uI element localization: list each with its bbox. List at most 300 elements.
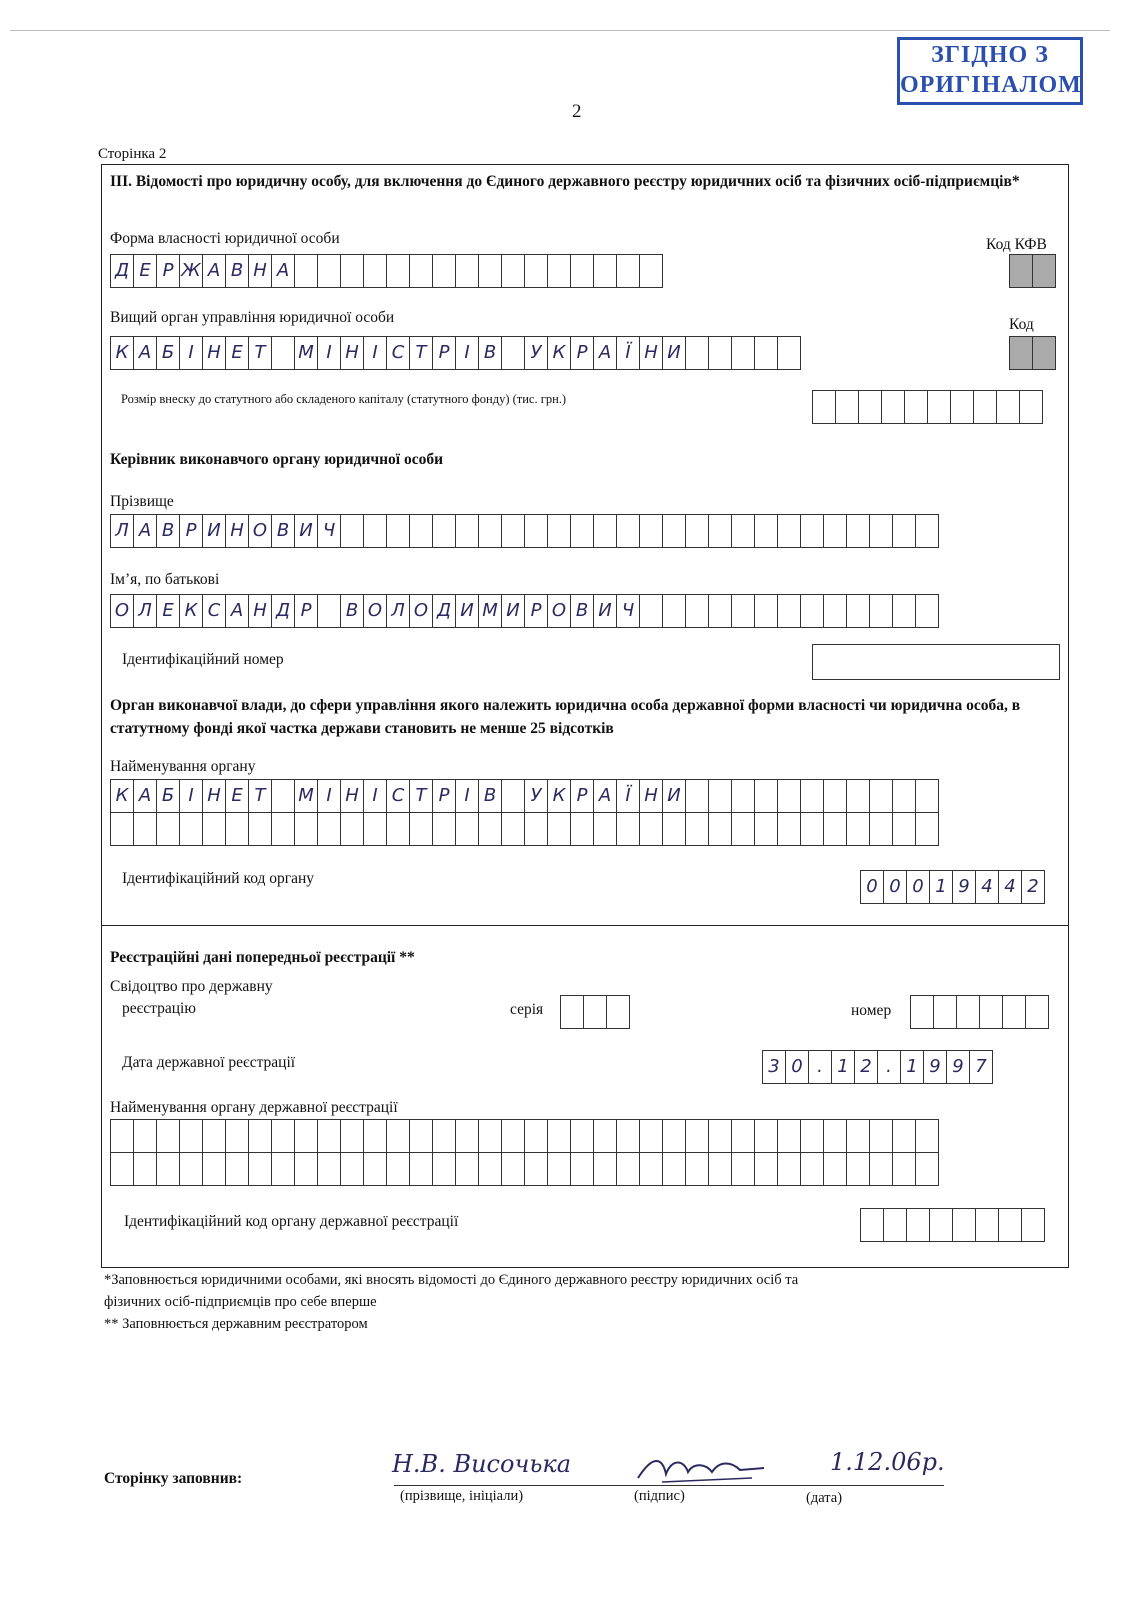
governing-body-cell: У xyxy=(524,336,548,370)
surname-cell xyxy=(501,514,525,548)
surname-cell xyxy=(662,514,686,548)
reg-body-cell xyxy=(823,1119,847,1153)
authority-name-cell: В xyxy=(478,779,502,813)
reg-body-cell xyxy=(708,1152,732,1186)
number-cell xyxy=(933,995,957,1029)
surname-cell: Л xyxy=(110,514,134,548)
authority-name-row xyxy=(110,779,939,813)
governing-code-cell xyxy=(1009,336,1033,370)
authority-name-cell xyxy=(156,812,180,846)
reg-body-cell xyxy=(662,1119,686,1153)
name-cell: К xyxy=(179,594,203,628)
authority-name-cell xyxy=(685,812,709,846)
ownership-cell xyxy=(639,254,663,288)
authority-name-cell xyxy=(593,812,617,846)
authority-name-cell xyxy=(386,812,410,846)
ownership-cell xyxy=(501,254,525,288)
ownership-cell xyxy=(593,254,617,288)
authority-name-cell xyxy=(708,812,732,846)
reg-body-cell xyxy=(524,1152,548,1186)
filled-by-label: Сторінку заповнив: xyxy=(104,1470,243,1487)
authority-name-cell: Н xyxy=(340,779,364,813)
surname-cell xyxy=(869,514,893,548)
authority-name-cell: А xyxy=(593,779,617,813)
id-number-label: Ідентифікаційний номер xyxy=(122,651,284,668)
reg-body-cell xyxy=(340,1119,364,1153)
authority-name-cell: Ї xyxy=(616,779,640,813)
reg-body-cell xyxy=(386,1119,410,1153)
authority-name-cell xyxy=(708,779,732,813)
surname-cells[interactable] xyxy=(110,514,939,548)
capital-label: Розмір внеску до статутного або складеного капіталу (статутного фонду) (тис. грн.) xyxy=(121,392,567,406)
authority-name-cell xyxy=(179,812,203,846)
name-cell: И xyxy=(501,594,525,628)
name-cell: Д xyxy=(432,594,456,628)
reg-body-grid[interactable] xyxy=(110,1119,939,1186)
ownership-cell xyxy=(478,254,502,288)
name-underline xyxy=(394,1485,594,1486)
page-number: 2 xyxy=(572,101,582,122)
surname-cell xyxy=(754,514,778,548)
name-cell: А xyxy=(225,594,249,628)
top-rule xyxy=(10,30,1110,31)
surname-cell xyxy=(915,514,939,548)
number-label: номер xyxy=(851,1002,892,1019)
authority-name-cell xyxy=(110,812,134,846)
reg-body-code-cell xyxy=(975,1208,999,1242)
surname-cell: Н xyxy=(225,514,249,548)
reg-body-cell xyxy=(340,1152,364,1186)
reg-body-cell xyxy=(869,1119,893,1153)
authority-name-cell: І xyxy=(455,779,479,813)
governing-body-cell xyxy=(501,336,525,370)
authority-name-cell xyxy=(731,812,755,846)
reg-body-cell xyxy=(570,1152,594,1186)
reg-body-cell xyxy=(317,1119,341,1153)
surname-cell: Ч xyxy=(317,514,341,548)
reg-body-code-cell xyxy=(929,1208,953,1242)
authority-name-cell xyxy=(202,812,226,846)
name-cell xyxy=(915,594,939,628)
authority-name-cell: Т xyxy=(248,779,272,813)
authority-name-cell xyxy=(616,812,640,846)
reg-body-cell xyxy=(892,1119,916,1153)
authority-code-cell: 0 xyxy=(883,870,907,904)
name-cell: Л xyxy=(386,594,410,628)
authority-name-row xyxy=(110,812,939,846)
governing-body-cell: Р xyxy=(570,336,594,370)
series-cells[interactable] xyxy=(560,995,630,1029)
reg-body-cell xyxy=(547,1119,571,1153)
authority-name-cell xyxy=(846,779,870,813)
governing-body-cell: В xyxy=(478,336,502,370)
date-caption: (дата) xyxy=(806,1490,843,1506)
name-cell xyxy=(317,594,341,628)
ownership-label: Форма власності юридичної особи xyxy=(110,230,340,247)
name-cell xyxy=(777,594,801,628)
authority-name-cell: М xyxy=(294,779,318,813)
authority-name-cell xyxy=(892,779,916,813)
governing-body-cell: С xyxy=(386,336,410,370)
reg-body-cell xyxy=(386,1152,410,1186)
reg-body-cell xyxy=(225,1119,249,1153)
name-cell xyxy=(639,594,663,628)
authority-code-label: Ідентифікаційний код органу xyxy=(122,870,315,887)
reg-body-code-cell xyxy=(860,1208,884,1242)
name-cell: Н xyxy=(248,594,272,628)
page-label: Сторінка 2 xyxy=(98,146,167,162)
authority-name-cell: С xyxy=(386,779,410,813)
authority-name-cell xyxy=(823,812,847,846)
ownership-cell xyxy=(340,254,364,288)
number-cells[interactable] xyxy=(910,995,1049,1029)
reg-body-cell xyxy=(363,1152,387,1186)
reg-body-cell xyxy=(317,1152,341,1186)
surname-cell: В xyxy=(156,514,180,548)
authority-name-cell: К xyxy=(547,779,571,813)
reg-date-cell: 1 xyxy=(900,1050,924,1084)
name-cells[interactable] xyxy=(110,594,939,628)
capital-cell xyxy=(1019,390,1043,424)
governing-body-cells[interactable] xyxy=(110,336,801,370)
authority-name-cell xyxy=(800,779,824,813)
kfv-code-cell xyxy=(1009,254,1033,288)
authority-name-cell xyxy=(754,779,778,813)
authority-name-grid[interactable] xyxy=(110,779,939,846)
surname-cell xyxy=(823,514,847,548)
reg-body-cell xyxy=(225,1152,249,1186)
reg-date-cell: 0 xyxy=(785,1050,809,1084)
capital-cells[interactable] xyxy=(812,390,1043,424)
reg-body-cell xyxy=(777,1152,801,1186)
surname-cell xyxy=(593,514,617,548)
reg-body-code-cell xyxy=(906,1208,930,1242)
ownership-cell: Р xyxy=(156,254,180,288)
number-cell xyxy=(1002,995,1026,1029)
name-cell: В xyxy=(570,594,594,628)
name-cell: О xyxy=(363,594,387,628)
surname-cell xyxy=(570,514,594,548)
authority-name-cell xyxy=(294,812,318,846)
reg-body-cell xyxy=(455,1119,479,1153)
filler-name: Н.В. Височька xyxy=(392,1450,572,1478)
reg-date-cell: 9 xyxy=(946,1050,970,1084)
authority-name-cell: І xyxy=(363,779,387,813)
footnote-1-line2: фізичних осіб-підприємців про себе вперше xyxy=(104,1294,377,1310)
capital-cell xyxy=(973,390,997,424)
authority-name-label: Найменування органу xyxy=(110,758,256,775)
reg-body-cell xyxy=(432,1152,456,1186)
name-label: Ім’я, по батькові xyxy=(110,571,220,588)
reg-body-cell xyxy=(846,1119,870,1153)
governing-body-cell xyxy=(685,336,709,370)
governing-body-cell: А xyxy=(593,336,617,370)
governing-body-cell: І xyxy=(179,336,203,370)
authority-name-cell: И xyxy=(662,779,686,813)
number-cell xyxy=(979,995,1003,1029)
governing-body-cell: Т xyxy=(409,336,433,370)
reg-body-cell xyxy=(271,1152,295,1186)
series-cell xyxy=(583,995,607,1029)
name-cell: Д xyxy=(271,594,295,628)
surname-cell: И xyxy=(202,514,226,548)
ownership-cell xyxy=(386,254,410,288)
authority-name-cell: Р xyxy=(432,779,456,813)
surname-cell: И xyxy=(294,514,318,548)
authority-name-cell xyxy=(777,812,801,846)
reg-body-cell xyxy=(869,1152,893,1186)
name-cell: М xyxy=(478,594,502,628)
governing-body-cell: Ї xyxy=(616,336,640,370)
reg-body-cell xyxy=(156,1119,180,1153)
authority-name-cell xyxy=(570,812,594,846)
name-cell: Р xyxy=(524,594,548,628)
authority-name-cell: І xyxy=(317,779,341,813)
authority-code-cells[interactable] xyxy=(860,870,1045,904)
governing-body-cell: Н xyxy=(202,336,226,370)
authority-name-cell xyxy=(478,812,502,846)
authority-name-cell xyxy=(777,779,801,813)
surname-cell xyxy=(685,514,709,548)
certificate-label-line1: Свідоцтво про державну xyxy=(110,978,273,995)
capital-cell xyxy=(927,390,951,424)
authority-name-cell xyxy=(892,812,916,846)
name-cell: В xyxy=(340,594,364,628)
authority-name-cell xyxy=(340,812,364,846)
reg-body-code-cells[interactable] xyxy=(860,1208,1045,1242)
reg-body-cell xyxy=(110,1119,134,1153)
surname-cell xyxy=(892,514,916,548)
authority-name-cell xyxy=(271,812,295,846)
surname-cell: Р xyxy=(179,514,203,548)
authority-name-cell: Р xyxy=(570,779,594,813)
reg-date-cell: 9 xyxy=(923,1050,947,1084)
ownership-cell xyxy=(547,254,571,288)
authority-name-cell xyxy=(754,812,778,846)
authority-name-cell xyxy=(731,779,755,813)
authority-name-cell xyxy=(501,812,525,846)
name-cell: Е xyxy=(156,594,180,628)
reg-body-code-cell xyxy=(1021,1208,1045,1242)
name-cell xyxy=(846,594,870,628)
authority-name-cell xyxy=(639,812,663,846)
authority-code-cell: 0 xyxy=(860,870,884,904)
reg-body-cell xyxy=(363,1119,387,1153)
reg-body-cell xyxy=(800,1152,824,1186)
reg-body-cell xyxy=(455,1152,479,1186)
reg-body-row xyxy=(110,1152,939,1186)
authority-code-cell: 2 xyxy=(1021,870,1045,904)
authority-code-cell: 9 xyxy=(952,870,976,904)
authority-name-cell xyxy=(800,812,824,846)
reg-body-cell xyxy=(294,1152,318,1186)
authority-code-cell: 1 xyxy=(929,870,953,904)
series-cell xyxy=(606,995,630,1029)
reg-body-cell xyxy=(731,1152,755,1186)
governing-body-cell: Б xyxy=(156,336,180,370)
kfv-code-cell xyxy=(1032,254,1056,288)
reg-body-cell xyxy=(731,1119,755,1153)
name-cell xyxy=(731,594,755,628)
ownership-cell xyxy=(616,254,640,288)
prev-reg-title: Реєстраційні дані попередньої реєстрації ** xyxy=(110,949,415,966)
name-cell: И xyxy=(593,594,617,628)
ownership-cell xyxy=(432,254,456,288)
reg-body-cell xyxy=(202,1119,226,1153)
surname-cell: А xyxy=(133,514,157,548)
governing-body-cell xyxy=(777,336,801,370)
governing-body-cell: Н xyxy=(639,336,663,370)
reg-date-cell: . xyxy=(877,1050,901,1084)
reg-body-cell xyxy=(754,1119,778,1153)
authority-name-cell: І xyxy=(179,779,203,813)
surname-cell xyxy=(455,514,479,548)
governing-body-cell: И xyxy=(662,336,686,370)
surname-cell: В xyxy=(271,514,295,548)
reg-body-cell xyxy=(708,1119,732,1153)
governing-code-cells xyxy=(1009,336,1056,370)
ownership-cell: Н xyxy=(248,254,272,288)
name-cell: И xyxy=(455,594,479,628)
governing-body-cell: К xyxy=(547,336,571,370)
reg-body-cell xyxy=(570,1119,594,1153)
name-cell xyxy=(754,594,778,628)
name-cell xyxy=(869,594,893,628)
governing-body-cell: І xyxy=(455,336,479,370)
reg-body-cell xyxy=(639,1119,663,1153)
number-cell xyxy=(1025,995,1049,1029)
authority-name-cell xyxy=(915,779,939,813)
governing-body-cell: А xyxy=(133,336,157,370)
authority-name-cell: Н xyxy=(639,779,663,813)
fill-date: 1.12.06р. xyxy=(830,1448,945,1476)
governing-body-cell xyxy=(708,336,732,370)
surname-cell xyxy=(363,514,387,548)
surname-label: Прізвище xyxy=(110,493,174,510)
reg-body-cell xyxy=(639,1152,663,1186)
stamp-line2: ОРИГІНАЛОМ xyxy=(900,72,1082,98)
governing-body-cell: І xyxy=(317,336,341,370)
name-cell: О xyxy=(547,594,571,628)
id-number-field[interactable] xyxy=(812,644,1060,680)
capital-cell xyxy=(812,390,836,424)
reg-body-cell xyxy=(432,1119,456,1153)
certified-copy-stamp xyxy=(897,37,1083,105)
ownership-cell xyxy=(570,254,594,288)
reg-date-cell: 2 xyxy=(854,1050,878,1084)
reg-body-cell xyxy=(409,1152,433,1186)
reg-body-cell xyxy=(616,1119,640,1153)
ownership-cell: Д xyxy=(110,254,134,288)
reg-body-cell xyxy=(662,1152,686,1186)
reg-body-cell xyxy=(915,1152,939,1186)
surname-cell xyxy=(731,514,755,548)
governing-body-cell: М xyxy=(294,336,318,370)
capital-cell xyxy=(996,390,1020,424)
reg-body-cell xyxy=(248,1119,272,1153)
surname-cell xyxy=(708,514,732,548)
number-cell xyxy=(956,995,980,1029)
authority-name-cell xyxy=(317,812,341,846)
reg-body-cell xyxy=(593,1119,617,1153)
reg-body-cell xyxy=(294,1119,318,1153)
ownership-cell xyxy=(294,254,318,288)
authority-code-cell: 4 xyxy=(998,870,1022,904)
reg-body-cell xyxy=(823,1152,847,1186)
reg-body-cell xyxy=(133,1152,157,1186)
date-underline xyxy=(764,1485,944,1486)
governing-body-cell: Е xyxy=(225,336,249,370)
reg-date-cell: 3 xyxy=(762,1050,786,1084)
authority-name-cell xyxy=(248,812,272,846)
name-caption: (прізвище, ініціали) xyxy=(400,1488,524,1504)
ownership-cell xyxy=(409,254,433,288)
reg-body-cell xyxy=(478,1119,502,1153)
ownership-cells[interactable] xyxy=(110,254,663,288)
kfv-code-label: Код КФВ xyxy=(986,236,1047,253)
surname-cell xyxy=(800,514,824,548)
governing-code-label: Код xyxy=(1009,316,1034,333)
reg-body-row xyxy=(110,1119,939,1153)
authority-name-cell: А xyxy=(133,779,157,813)
section-divider xyxy=(101,925,1069,926)
reg-date-cells[interactable] xyxy=(762,1050,993,1084)
authority-name-cell xyxy=(432,812,456,846)
authority-name-cell xyxy=(409,812,433,846)
reg-body-cell xyxy=(133,1119,157,1153)
certificate-label-line2: реєстрацію xyxy=(122,1000,196,1017)
reg-body-cell xyxy=(110,1152,134,1186)
reg-body-cell xyxy=(685,1152,709,1186)
authority-name-cell xyxy=(869,779,893,813)
surname-cell xyxy=(547,514,571,548)
surname-cell xyxy=(616,514,640,548)
head-title: Керівник виконавчого органу юридичної особи xyxy=(110,451,444,468)
governing-body-cell: Т xyxy=(248,336,272,370)
authority-name-cell xyxy=(455,812,479,846)
ownership-cell: В xyxy=(225,254,249,288)
reg-body-code-label: Ідентифікаційний код органу державної реєстрації xyxy=(124,1213,459,1230)
reg-date-label: Дата державної реєстрації xyxy=(122,1054,296,1071)
reg-body-cell xyxy=(846,1152,870,1186)
signature-mark xyxy=(632,1448,772,1493)
governing-body-cell: І xyxy=(363,336,387,370)
kfv-code-cells xyxy=(1009,254,1056,288)
reg-body-cell xyxy=(179,1119,203,1153)
reg-body-cell xyxy=(754,1152,778,1186)
authority-name-cell xyxy=(133,812,157,846)
governing-body-cell: Н xyxy=(340,336,364,370)
series-cell xyxy=(560,995,584,1029)
ownership-cell xyxy=(317,254,341,288)
surname-cell xyxy=(777,514,801,548)
footnote-1-line1: *Заповнюється юридичними особами, які вносять відомості до Єдиного державного реєстру юридичних осіб та xyxy=(104,1272,799,1288)
governing-body-cell xyxy=(271,336,295,370)
governing-code-cell xyxy=(1032,336,1056,370)
ownership-cell: А xyxy=(202,254,226,288)
authority-name-cell xyxy=(225,812,249,846)
surname-cell xyxy=(524,514,548,548)
capital-cell xyxy=(835,390,859,424)
reg-date-cell: 1 xyxy=(831,1050,855,1084)
reg-body-label: Найменування органу державної реєстрації xyxy=(110,1099,398,1116)
ownership-cell xyxy=(455,254,479,288)
authority-name-cell xyxy=(915,812,939,846)
surname-cell xyxy=(846,514,870,548)
name-cell: О xyxy=(409,594,433,628)
authority-code-cell: 4 xyxy=(975,870,999,904)
ownership-cell: Е xyxy=(133,254,157,288)
